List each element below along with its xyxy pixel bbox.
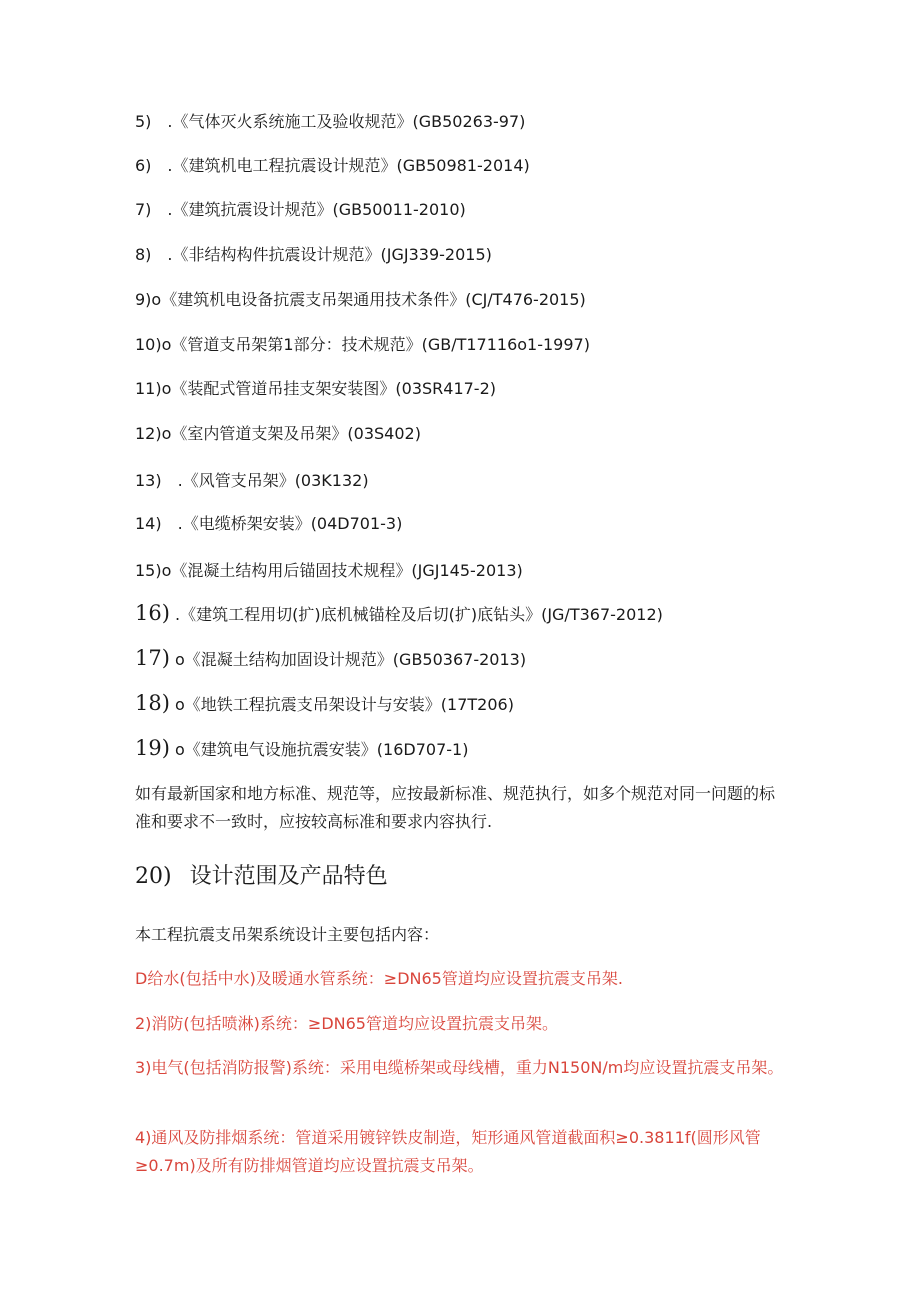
reference-item: 8) .《非结构构件抗震设计规范》(JGJ339-2015)	[135, 245, 492, 264]
scope-item: 4)通风及防排烟系统：管道采用镀锌铁皮制造，矩形通风管道截面积≥0.3811f(圆形风管≥0.7m)及所有防排烟管道均应设置抗震支吊架。	[135, 1128, 761, 1175]
reference-item: 14) .《电缆桥架安装》(04D701-3)	[135, 514, 403, 533]
reference-item: 15)o《混凝土结构用后锚固技术规程》(JGJ145-2013)	[135, 561, 523, 580]
reference-item	[135, 737, 468, 761]
intro-text: 本工程抗震支吊架系统设计主要包括内容：	[135, 925, 440, 944]
reference-item: 11)o《装配式管道吊挂支架安装图》(03SR417-2)	[135, 379, 497, 398]
standards-note: 如有最新国家和地方标准、规范等，应按最新标准、规范执行，如多个规范对同一问题的标准和要求不一致时，应按较高标准和要求内容执行.	[135, 784, 776, 831]
reference-text: o《混凝土结构加固设计规范》(GB50367-2013)	[175, 650, 527, 669]
reference-number: 16)	[135, 601, 170, 625]
section-heading	[135, 862, 388, 892]
reference-number: 19)	[135, 736, 170, 760]
scope-item: D给水(包括中水)及暖通水管系统：≥DN65管道均应设置抗震支吊架.	[135, 969, 623, 988]
reference-item: 9)o《建筑机电设备抗震支吊架通用技术条件》(CJ/T476-2015)	[135, 290, 586, 309]
reference-text: o《地铁工程抗震支吊架设计与安装》(17T206)	[175, 695, 514, 714]
reference-item	[135, 602, 663, 626]
section-number: 20)	[135, 864, 172, 889]
reference-item: 6) .《建筑机电工程抗震设计规范》(GB50981-2014)	[135, 156, 530, 175]
reference-item: 10)o《管道支吊架第1部分：技术规范》(GB∕T17116o1-1997)	[135, 335, 590, 354]
reference-item: 12)o《室内管道支架及吊架》(03S402)	[135, 424, 421, 443]
scope-item: 2)消防(包括喷淋)系统：≥DN65管道均应设置抗震支吊架。	[135, 1014, 558, 1033]
reference-item	[135, 692, 514, 716]
reference-text: o《建筑电气设施抗震安装》(16D707-1)	[175, 740, 469, 759]
section-title: 设计范围及产品特色	[189, 864, 388, 889]
reference-item	[135, 647, 526, 671]
reference-item: 5) .《气体灭火系统施工及验收规范》(GB50263-97)	[135, 112, 526, 131]
reference-number: 17)	[135, 646, 170, 670]
reference-item: 13) .《风管支吊架》(03K132)	[135, 471, 369, 490]
reference-text: .《建筑工程用切(扩)底机械锚栓及后切(扩)底钻头》(JG/T367-2012)	[175, 605, 663, 624]
scope-item: 3)电气(包括消防报警)系统：采用电缆桥架或母线槽，重力N150N∕m均应设置抗震支吊架。	[135, 1058, 784, 1077]
reference-number: 18)	[135, 691, 170, 715]
reference-item: 7) .《建筑抗震设计规范》(GB50011-2010)	[135, 200, 466, 219]
